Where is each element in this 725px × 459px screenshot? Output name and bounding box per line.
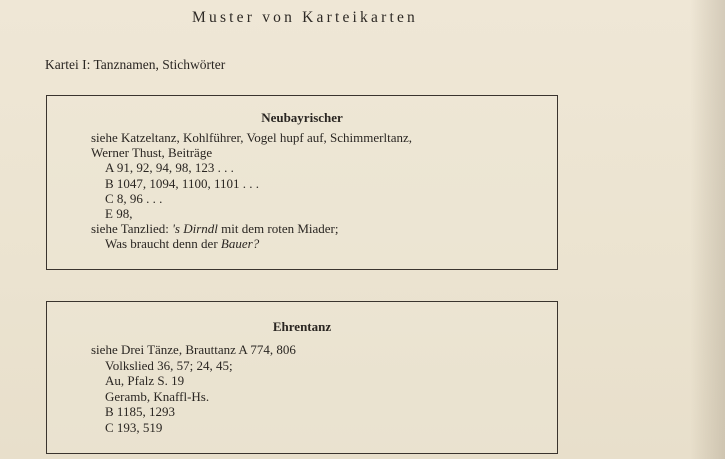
index-subheading: Kartei I: Tanznamen, Stichwörter <box>45 57 226 72</box>
card-entry-line: siehe Drei Tänze, Brauttanz A 774, 806 <box>91 342 296 357</box>
entry-text-italic: 's Dirndl <box>172 221 218 237</box>
card-entry-line: E 98, <box>105 206 133 222</box>
card-entry-line: Volkslied 36, 57; 24, 45; <box>105 357 233 373</box>
index-card-ehrentanz <box>46 301 558 454</box>
card-title: Neubayrischer <box>261 110 343 125</box>
card-entry-line: C 8, 96 . . . <box>105 190 163 206</box>
card-entry-line: siehe Katzeltanz, Kohlführer, Vogel hupf auf, Schimmerltanz, <box>91 130 413 145</box>
card-entries <box>47 130 557 252</box>
entry-text-italic: Bauer? <box>220 236 260 252</box>
card-entries <box>47 342 557 436</box>
entry-text: siehe Tanzlied: <box>91 221 173 237</box>
card-entry-line: A 91, 92, 94, 98, 123 . . . <box>105 160 234 176</box>
card-entry-line: Werner Thust, Beiträge <box>91 145 213 161</box>
page-heading: Muster von Karteikarten <box>192 9 418 26</box>
card-entry-line: Geramb, Knaffl-Hs. <box>105 388 210 404</box>
card-entry-line: B 1047, 1094, 1100, 1101 . . . <box>105 175 259 191</box>
card-entry-line <box>91 236 557 251</box>
card-entry-line: B 1185, 1293 <box>105 404 175 420</box>
index-card-neubayrischer <box>46 95 558 270</box>
entry-text: Was braucht denn der <box>105 236 221 252</box>
card-entry-line: C 193, 519 <box>105 419 163 435</box>
entry-text: mit dem roten Miader; <box>217 221 339 237</box>
card-title: Ehrentanz <box>272 319 332 334</box>
card-entry-line <box>91 221 557 236</box>
card-entry-line: Au, Pfalz S. 19 <box>105 373 185 389</box>
